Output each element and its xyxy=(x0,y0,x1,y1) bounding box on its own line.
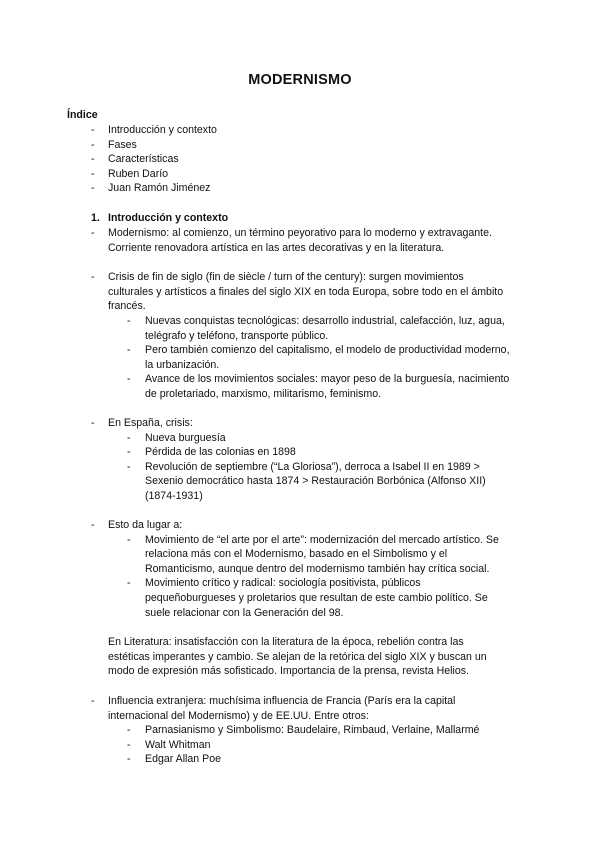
text-line: de proletariado, marxismo, militarismo, feminismo. xyxy=(145,387,382,400)
text-line: Movimiento de “el arte por el arte”: modernización del mercado artístico. Se xyxy=(145,533,499,546)
text-line: Esto da lugar a: xyxy=(108,519,183,531)
bullet-dash: - xyxy=(91,227,95,239)
bullet-dash: - xyxy=(91,153,95,166)
text-line: Parnasianismo y Simbolismo: Baudelaire, Rimbaud, Verlaine, Mallarmé xyxy=(145,724,480,737)
text-line: Movimiento crítico y radical: sociología positivista, públicos xyxy=(145,577,421,590)
text-line: Fases xyxy=(108,138,137,151)
bullet-dash: - xyxy=(127,373,131,386)
text-line: Sexenio democrático hasta 1874 > Restauración Borbónica (Alfonso XII) xyxy=(145,475,486,488)
text-line: suele relacionar con la Generación del 98. xyxy=(145,606,344,619)
text-line: Pero también comienzo del capitalismo, el modelo de productividad moderno, xyxy=(145,344,510,357)
text-line: estéticas imperantes y cambio. Se alejan de la retórica del siglo XIX y buscan un xyxy=(108,650,487,663)
text-line: la urbanización. xyxy=(145,358,220,371)
text-line: En España, crisis: xyxy=(108,417,193,429)
bullet-dash: - xyxy=(127,460,131,473)
bullet-dash: - xyxy=(91,519,95,531)
page-title: MODERNISMO xyxy=(248,72,352,88)
bullet-dash: - xyxy=(91,695,95,707)
text-line: En Literatura: insatisfacción con la literatura de la época, rebelión contra las xyxy=(108,636,464,648)
section-title: Introducción y contexto xyxy=(108,212,229,224)
text-line: Nueva burguesía xyxy=(145,431,226,444)
section-number: 1. xyxy=(91,212,100,224)
bullet-dash: - xyxy=(127,577,131,590)
text-line: Avance de los movimientos sociales: mayor peso de la burguesía, nacimiento xyxy=(145,373,510,386)
text-line: Corriente renovadora artística en las artes decorativas y en la literatura. xyxy=(108,241,445,254)
text-line: Crisis de fin de siglo (fin de siècle / turn of the century): surgen movimientos xyxy=(108,271,464,283)
bullet-dash: - xyxy=(127,533,131,546)
text-line: francés. xyxy=(108,300,146,313)
text-line: relaciona más con el Modernismo, basado en el Simbolismo y el xyxy=(145,548,448,561)
bullet-dash: - xyxy=(127,724,131,737)
bullet-dash: - xyxy=(91,138,95,151)
bullet-dash: - xyxy=(127,738,131,751)
text-line: pequeñoburgueses y proletarios que resultan de este cambio político. Se xyxy=(145,591,488,604)
text-line: Romanticismo, aunque dentro del modernismo también hay crítica social. xyxy=(145,562,490,575)
text-line: Modernismo: al comienzo, un término peyorativo para lo moderno y extravagante. xyxy=(108,227,492,239)
text-line: Revolución de septiembre (“La Gloriosa”), derroca a Isabel II en 1989 > xyxy=(145,460,480,473)
text-line: internacional del Modernismo) y de EE.UU. Entre otros: xyxy=(108,709,369,722)
text-line: Pérdida de las colonias en 1898 xyxy=(145,446,296,459)
text-line: Walt Whitman xyxy=(145,738,211,751)
bullet-dash: - xyxy=(127,431,131,444)
bullet-dash: - xyxy=(91,271,95,283)
text-line: Características xyxy=(108,153,179,166)
text-line: Juan Ramón Jiménez xyxy=(108,182,211,195)
bullet-dash: - xyxy=(127,344,131,357)
text-line: Ruben Darío xyxy=(108,167,169,180)
text-line: Influencia extranjera: muchísima influencia de Francia (París era la capital xyxy=(108,695,456,707)
text-line: telégrafo y teléfono, transporte público. xyxy=(145,329,329,342)
text-line: Nuevas conquistas tecnológicas: desarrollo industrial, calefacción, luz, agua, xyxy=(145,315,505,327)
bullet-dash: - xyxy=(127,315,131,327)
bullet-dash: - xyxy=(91,167,95,180)
text-line: Edgar Allan Poe xyxy=(145,753,221,766)
bullet-dash: - xyxy=(91,124,95,136)
text-line: Introducción y contexto xyxy=(108,124,217,136)
bullet-dash: - xyxy=(91,417,95,429)
text-line: culturales y artísticos a finales del siglo XIX en toda Europa, sobre todo en el ámbito xyxy=(108,285,504,298)
text-line: modo de expresión más sofisticado. Importancia de la prensa, revista Helios. xyxy=(108,665,469,678)
index-heading: Índice xyxy=(67,109,98,121)
text-line: (1874-1931) xyxy=(145,489,203,502)
bullet-dash: - xyxy=(91,182,95,195)
bullet-dash: - xyxy=(127,446,131,459)
bullet-dash: - xyxy=(127,753,131,766)
